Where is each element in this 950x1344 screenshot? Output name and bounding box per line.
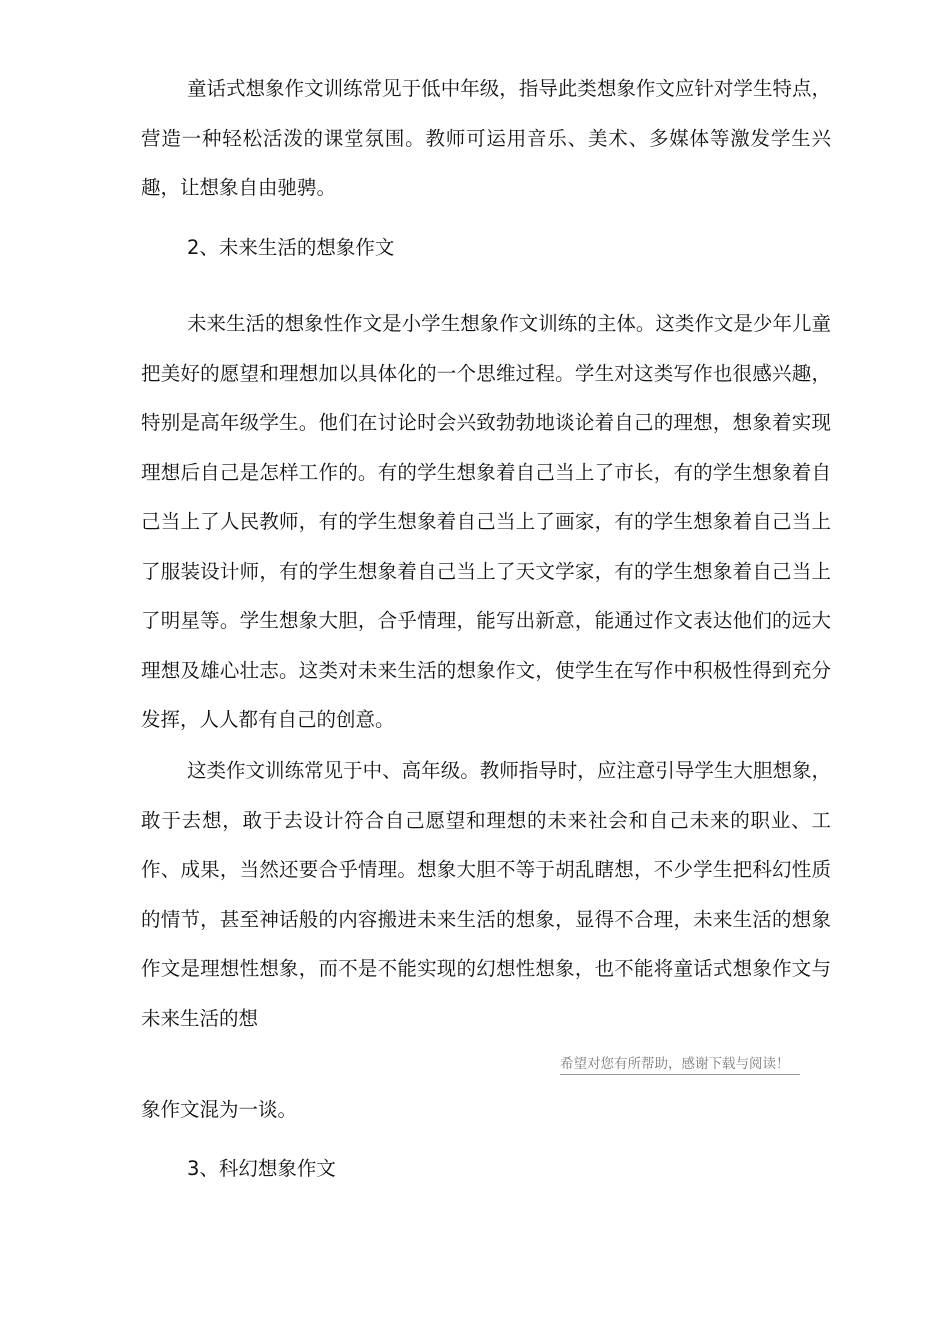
section-heading-sci-fi: 3、科幻想象作文 <box>187 1157 336 1180</box>
paragraph-teaching-guidance: 这类作文训练常见于中、高年级。教师指导时，应注意引导学生大胆想象，敢于去想，敢于去设计符合自己愿望和理想的未来社会和自己未来的职业、工作、成果，当然还要合乎情理。想象大胆不等于胡乱瞎想，不少学生把科幻性质的情节，甚至神话般的内容搬进未来生活的想象，显得不合理，未来生活的想象作文是理想性想象，而不是不能实现的幻想性想象，也不能将童话式想象作文与未来生活的想 <box>141 759 831 1030</box>
download-thanks-note: 希望对您有所帮助，感谢下载与阅读！ <box>560 1054 800 1075</box>
paragraph-future-life-imagination: 未来生活的想象性作文是小学生想象作文训练的主体。这类作文是少年儿童把美好的愿望和理想加以具体化的一个思维过程。学生对这类写作也很感兴趣，特别是高年级学生。他们在讨论时会兴致勃勃地谈论着自己的理想，想象着实现理想后自己是怎样工作的。有的学生想象着自己当上了市长，有的学生想象着自己当上了人民教师，有的学生想象着自己当上了画家，有的学生想象着自己当上了服装设计师，有的学生想象着自己当上了天文学家，有的学生想象着自己当上了明星等。学生想象大胆，合乎情理，能写出新意，能通过作文表达他们的远大理想及雄心壮志。这类对未来生活的想象作文，使学生在写作中积极性得到充分发挥，人人都有自己的创意。 <box>141 312 831 731</box>
section-heading-future-life: 2、未来生活的想象作文 <box>187 236 395 259</box>
paragraph-continuation: 象作文混为一谈。 <box>141 1098 298 1121</box>
paragraph-fairy-tale-imagination: 童话式想象作文训练常见于低中年级，指导此类想象作文应针对学生特点，营造一种轻松活泼的课堂氛围。教师可运用音乐、美术、多媒体等激发学生兴趣，让想象自由驰骋。 <box>141 77 831 199</box>
